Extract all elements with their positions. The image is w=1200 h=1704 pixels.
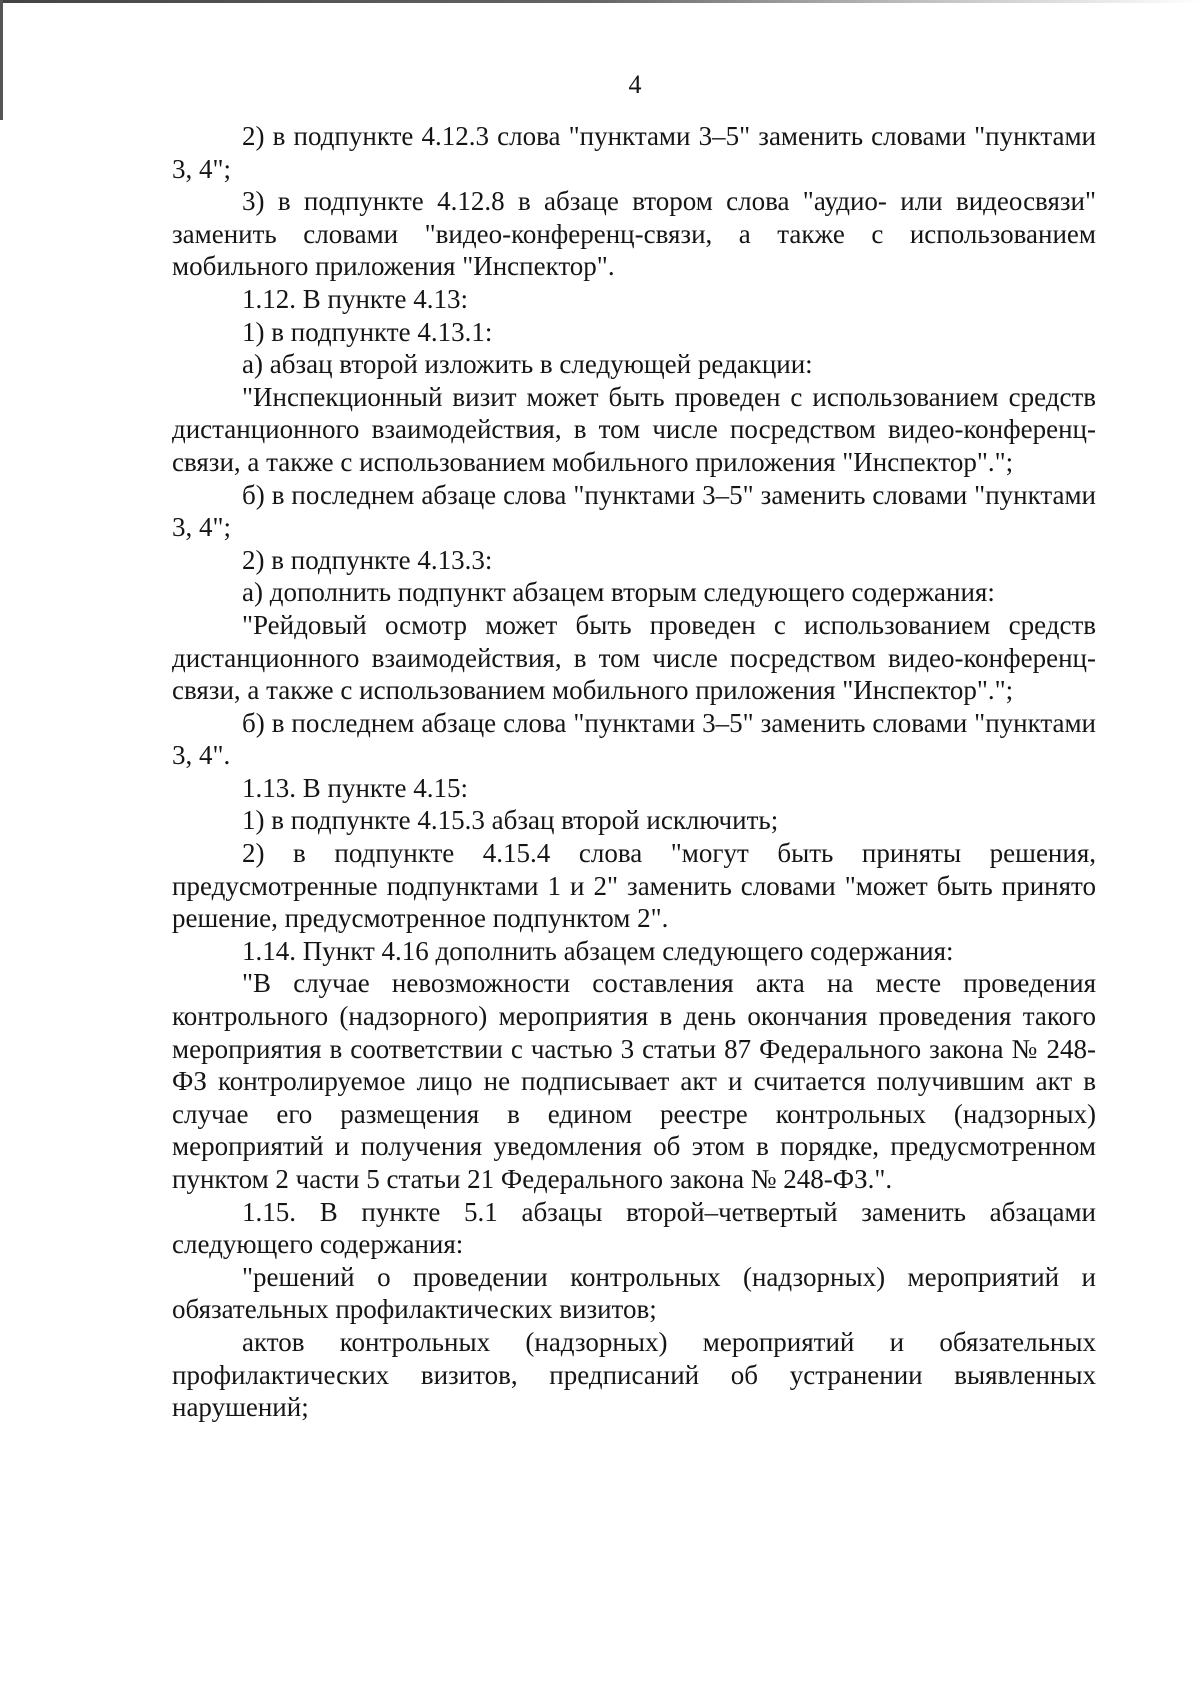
paragraph: а) дополнить подпункт абзацем вторым следующего содержания: bbox=[242, 577, 995, 608]
paragraph: 2) в подпункте 4.13.3: bbox=[242, 544, 493, 575]
scan-border-top bbox=[0, 0, 1200, 3]
paragraph: 1.15. В пункте 5.1 абзацы второй–четвертый заменить абзацами следующего содержания: bbox=[172, 1196, 1096, 1260]
scan-border-left bbox=[0, 0, 3, 120]
paragraph: 2) в подпункте 4.12.3 слова "пунктами 3–5" заменить словами "пунктами 3, 4"; bbox=[172, 121, 1096, 184]
paragraph: а) абзац второй изложить в следующей редакции: bbox=[242, 349, 813, 380]
paragraph: "Инспекционный визит может быть проведен с использованием средств дистанционного взаимодействия, в том числе посредством видео-конференц-связи, а также с использованием мобильного приложения "Инспектор"."; bbox=[172, 381, 1096, 477]
paragraph: 3) в подпункте 4.12.8 в абзаце втором слова "аудио- или видеосвязи" заменить словами "видео-конференц-связи, а также с использованием мобильного приложения "Инспектор". bbox=[172, 186, 1096, 282]
paragraph: 1.14. Пункт 4.16 дополнить абзацем следующего содержания: bbox=[242, 935, 954, 966]
paragraph: 1) в подпункте 4.15.3 абзац второй исключить; bbox=[242, 805, 779, 836]
paragraph: 2) в подпункте 4.15.4 слова "могут быть приняты решения, предусмотренные подпунктами 1 и 2" заменить словами "может быть принято решение, предусмотренное подпунктом 2". bbox=[172, 838, 1096, 934]
paragraph: "Рейдовый осмотр может быть проведен с использованием средств дистанционного взаимодействия, в том числе посредством видео-конференц-связи, а также с использованием мобильного приложения "Инспектор"."; bbox=[172, 609, 1096, 706]
document-body bbox=[172, 120, 1096, 1424]
paragraph: 1.12. В пункте 4.13: bbox=[242, 283, 468, 314]
paragraph: "В случае невозможности составления акта на месте проведения контрольного (надзорного) мероприятия в день окончания проведения такого мероприятия в соответствии с частью 3 статьи 87 Федерального закона № 248-ФЗ контролируемое лицо не подписывает акт и считается получившим акт в случае его размещения в едином реестре контрольных (надзорных) мероприятий и получения уведомления об этом в порядке, предусмотренном пунктом 2 части 5 статьи 21 Федерального закона № 248-ФЗ.". bbox=[172, 968, 1096, 1194]
page-number: 4 bbox=[628, 70, 642, 99]
paragraph: 1.13. В пункте 4.15: bbox=[242, 772, 468, 803]
paragraph: актов контрольных (надзорных) мероприятий и обязательных профилактических визитов, предписаний об устранении выявленных нарушений; bbox=[172, 1326, 1096, 1423]
paragraph: "решений о проведении контрольных (надзорных) мероприятий и обязательных профилактических визитов; bbox=[172, 1261, 1096, 1325]
paragraph: б) в последнем абзаце слова "пунктами 3–5" заменить словами "пунктами 3, 4"; bbox=[172, 479, 1096, 543]
paragraph: б) в последнем абзаце слова "пунктами 3–5" заменить словами "пунктами 3, 4". bbox=[172, 707, 1096, 771]
paragraph: 1) в подпункте 4.13.1: bbox=[242, 316, 493, 347]
